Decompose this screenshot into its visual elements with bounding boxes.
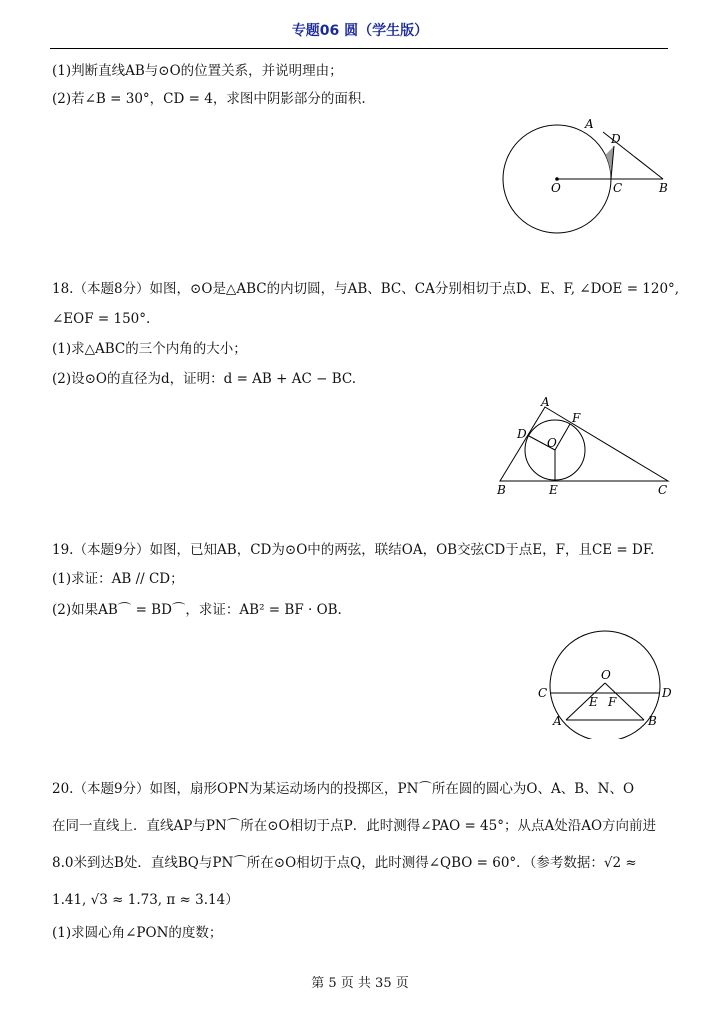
q20-stem-line4: 1.41, √3 ≈ 1.73, π ≈ 3.14） bbox=[52, 892, 239, 908]
q17-part2: (2)若∠B = 30°，CD = 4，求图中阴影部分的面积. bbox=[52, 91, 366, 107]
q20-stem-line1: 20.（本题9分）如图，扇形OPN为某运动场内的投掷区，PN⌒所在圆的圆心为O、A、B、N、O bbox=[52, 781, 635, 797]
q17-label-a: A bbox=[585, 117, 594, 131]
q18-stem-line2: ∠EOF = 150°. bbox=[52, 311, 151, 327]
q20-part1: (1)求圆心角∠PON的度数； bbox=[52, 925, 223, 941]
q19-label-o: O bbox=[601, 668, 611, 682]
q18-label-o: O bbox=[547, 436, 557, 450]
q19-part2: (2)如果AB⌒ = BD⌒，求证：AB² = BF · OB. bbox=[52, 602, 342, 618]
q18-label-b: B bbox=[497, 483, 506, 497]
q19-part1: (1)求证：AB // CD； bbox=[52, 571, 184, 587]
q17-part1: (1)判断直线AB与⊙O的位置关系，并说明理由； bbox=[52, 63, 343, 79]
q18-part1: (1)求△ABC的三个内角的大小； bbox=[52, 341, 247, 357]
q18-radius-of bbox=[555, 424, 570, 450]
q17-label-d: D bbox=[611, 132, 621, 146]
q19-label-f: F bbox=[608, 695, 617, 709]
q18-label-e: E bbox=[549, 483, 558, 497]
q19-label-e: E bbox=[589, 695, 598, 709]
q20-stem-line3: 8.0米到达B处．直线BQ与PN⌒所在⊙O相切于点Q，此时测得∠QBO = 60°．（参考数据：√2 ≈ bbox=[52, 855, 637, 871]
q18-label-f: F bbox=[572, 411, 581, 425]
q18-label-d: D bbox=[517, 427, 527, 441]
page-footer-number: 第 5 页 共 35 页 bbox=[311, 976, 409, 991]
q19-label-b: B bbox=[648, 714, 657, 728]
header-rule bbox=[50, 48, 668, 49]
q18-label-a: A bbox=[541, 395, 550, 409]
q19-circle bbox=[550, 631, 660, 739]
q18-label-c: C bbox=[658, 483, 668, 497]
q18-figure bbox=[490, 395, 680, 500]
q19-line-oa bbox=[566, 683, 605, 720]
q17-label-c: C bbox=[613, 181, 623, 195]
q17-label-o: O bbox=[551, 181, 561, 195]
q17-figure bbox=[495, 115, 685, 240]
q19-figure bbox=[530, 624, 680, 739]
q19-stem: 19.（本题9分）如图，已知AB，CD为⊙O中的两弦，联结OA，OB交弦CD于点E，F，且CE = DF. bbox=[52, 542, 655, 558]
q19-label-c: C bbox=[538, 686, 548, 700]
q17-label-b: B bbox=[659, 181, 668, 195]
page-header-title: 专题06 圆（学生版） bbox=[291, 23, 429, 39]
q20-stem-line2: 在同一直线上．直线AP与PN⌒所在⊙O相切于点P．此时测得∠PAO = 45°；从点A处沿AO方向前进 bbox=[52, 818, 657, 834]
q18-stem-line1: 18.（本题8分）如图，⊙O是△ABC的内切圆，与AB、BC、CA分别相切于点D、E、F, ∠DOE = 120°, bbox=[52, 281, 680, 297]
q19-label-a: A bbox=[553, 714, 562, 728]
q19-label-d: D bbox=[662, 686, 672, 700]
q18-part2: (2)设⊙O的直径为d，证明：d = AB + AC − BC. bbox=[52, 371, 357, 387]
